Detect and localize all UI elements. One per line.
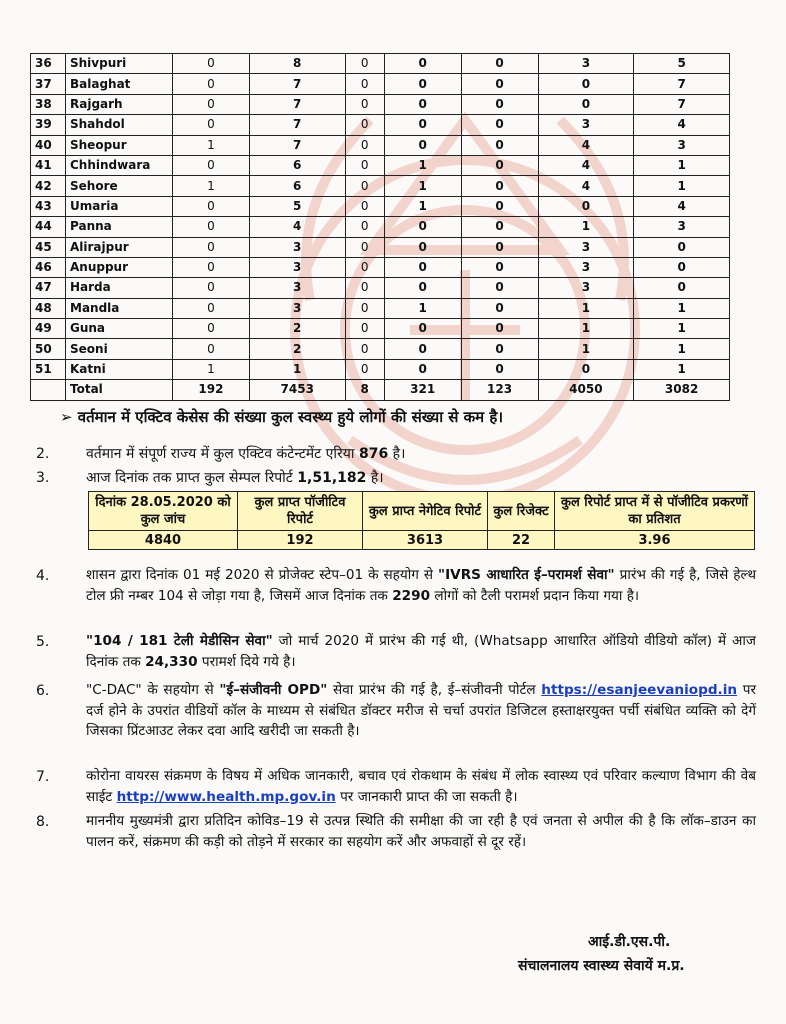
row-cell: 0 xyxy=(173,54,250,74)
row-cell: 0 xyxy=(538,359,634,379)
row-cell: 0 xyxy=(634,257,730,277)
row-cell: 4 xyxy=(249,217,345,237)
summary-header: कुल प्राप्त नेगेटिव रिपोर्ट xyxy=(363,492,488,531)
item-number: 2. xyxy=(36,446,50,462)
district-name: Anuppur xyxy=(66,257,173,277)
summary-header: कुल रिपोर्ट प्राप्त में से पॉजीटिव प्रकरणों का प्रतिशत xyxy=(555,492,755,531)
row-cell: 1 xyxy=(634,176,730,196)
row-cell: 0 xyxy=(538,74,634,94)
district-name: Harda xyxy=(66,278,173,298)
row-cell: 1 xyxy=(173,359,250,379)
row-cell: 1 xyxy=(634,298,730,318)
row-cell: 4 xyxy=(538,135,634,155)
row-cell: 0 xyxy=(461,94,538,114)
total-row xyxy=(31,380,730,400)
row-cell: 0 xyxy=(384,54,461,74)
total-cell: 192 xyxy=(173,380,250,400)
total-cell: 123 xyxy=(461,380,538,400)
row-cell: 3 xyxy=(249,257,345,277)
row-cell: 4 xyxy=(634,115,730,135)
row-serial: 50 xyxy=(31,339,66,359)
row-cell: 8 xyxy=(249,54,345,74)
row-cell: 3 xyxy=(249,298,345,318)
row-cell: 0 xyxy=(345,319,384,339)
summary-header: दिनांक 28.05.2020 को कुल जांच xyxy=(89,492,238,531)
row-cell: 0 xyxy=(384,135,461,155)
row-cell: 3 xyxy=(249,278,345,298)
row-cell: 0 xyxy=(345,359,384,379)
row-cell: 0 xyxy=(173,298,250,318)
row-cell: 1 xyxy=(634,359,730,379)
row-cell: 7 xyxy=(634,94,730,114)
district-name: Shivpuri xyxy=(66,54,173,74)
row-cell: 1 xyxy=(538,339,634,359)
item-number: 4. xyxy=(36,568,50,584)
item-3-post: है। xyxy=(366,470,384,486)
row-serial: 40 xyxy=(31,135,66,155)
row-serial: 38 xyxy=(31,94,66,114)
row-cell: 0 xyxy=(634,237,730,257)
total-cell: 8 xyxy=(345,380,384,400)
row-cell: 2 xyxy=(249,319,345,339)
esanjeevani-link[interactable]: https://esanjeevaniopd.in xyxy=(541,682,738,698)
row-serial: 44 xyxy=(31,217,66,237)
signature-line-2: संचालनालय स्वास्थ्य सेवायें म.प्र. xyxy=(518,958,685,974)
table-row xyxy=(31,319,730,339)
district-name: Rajgarh xyxy=(66,94,173,114)
row-cell: 3 xyxy=(538,257,634,277)
row-cell: 5 xyxy=(249,196,345,216)
row-cell: 3 xyxy=(538,237,634,257)
row-cell: 0 xyxy=(461,339,538,359)
row-cell: 7 xyxy=(249,94,345,114)
row-cell: 0 xyxy=(173,339,250,359)
row-cell: 0 xyxy=(384,319,461,339)
row-cell: 6 xyxy=(249,155,345,175)
row-cell: 0 xyxy=(345,54,384,74)
district-name: Sheopur xyxy=(66,135,173,155)
row-cell: 0 xyxy=(461,74,538,94)
item-number: 7. xyxy=(36,769,50,785)
row-cell: 0 xyxy=(345,135,384,155)
row-cell: 0 xyxy=(173,217,250,237)
row-cell: 0 xyxy=(345,196,384,216)
row-cell: 0 xyxy=(384,257,461,277)
row-cell: 7 xyxy=(249,135,345,155)
row-cell: 1 xyxy=(538,298,634,318)
row-cell: 0 xyxy=(345,217,384,237)
summary-value: 3613 xyxy=(363,531,488,550)
item-3-text xyxy=(86,468,384,489)
row-cell: 5 xyxy=(634,54,730,74)
item-number: 8. xyxy=(36,814,50,830)
row-cell: 1 xyxy=(634,319,730,339)
row-cell: 0 xyxy=(461,298,538,318)
table-row xyxy=(31,115,730,135)
row-cell: 7 xyxy=(249,115,345,135)
total-label: Total xyxy=(66,380,173,400)
row-cell: 7 xyxy=(249,74,345,94)
row-cell: 0 xyxy=(461,155,538,175)
row-cell: 0 xyxy=(345,257,384,277)
row-cell: 1 xyxy=(538,217,634,237)
row-cell: 0 xyxy=(461,319,538,339)
row-cell: 0 xyxy=(538,94,634,114)
total-cell: 7453 xyxy=(249,380,345,400)
district-name: Seoni xyxy=(66,339,173,359)
row-cell: 0 xyxy=(345,176,384,196)
row-cell: 4 xyxy=(538,155,634,175)
row-cell: 0 xyxy=(345,298,384,318)
table-row xyxy=(31,339,730,359)
row-cell: 1 xyxy=(384,155,461,175)
row-cell: 0 xyxy=(461,217,538,237)
row-cell: 1 xyxy=(173,135,250,155)
item-4-paragraph: शासन द्वारा दिनांक 01 मई 2020 से प्रोजेक्ट स्टेप–01 के सहयोग से "IVRS आधारित ई–परामर्श सेवा" प्रारंभ की गई है, जिसे हेल्थ टोल फ्री नम्बर 104 से जोड़ा गया है, जिसमें आज दिनांक तक 2290 लोगों को टैली परामर्श प्रदान किया गया है। xyxy=(86,567,757,604)
row-serial: 43 xyxy=(31,196,66,216)
row-cell: 4 xyxy=(538,176,634,196)
row-cell: 0 xyxy=(345,278,384,298)
summary-value: 22 xyxy=(488,531,555,550)
row-cell: 0 xyxy=(461,54,538,74)
row-cell: 0 xyxy=(345,74,384,94)
row-cell: 1 xyxy=(384,196,461,216)
summary-table xyxy=(88,491,755,550)
row-cell: 0 xyxy=(461,257,538,277)
row-cell: 1 xyxy=(634,339,730,359)
item-3-value: 1,51,182 xyxy=(297,470,367,486)
row-serial: 51 xyxy=(31,359,66,379)
row-cell: 0 xyxy=(345,237,384,257)
row-serial: 48 xyxy=(31,298,66,318)
table-row xyxy=(31,196,730,216)
district-name: Guna xyxy=(66,319,173,339)
item-number: 5. xyxy=(36,634,50,650)
row-cell: 0 xyxy=(461,196,538,216)
row-cell: 0 xyxy=(461,237,538,257)
health-mp-link[interactable]: http://www.health.mp.gov.in xyxy=(116,788,336,805)
row-cell: 4 xyxy=(634,196,730,216)
row-cell: 0 xyxy=(384,339,461,359)
district-name: Panna xyxy=(66,217,173,237)
table-row xyxy=(31,135,730,155)
row-cell: 0 xyxy=(384,217,461,237)
row-serial: 46 xyxy=(31,257,66,277)
district-name: Chhindwara xyxy=(66,155,173,175)
district-name: Umaria xyxy=(66,196,173,216)
row-cell: 6 xyxy=(249,176,345,196)
row-cell: 1 xyxy=(634,155,730,175)
total-cell: 3082 xyxy=(634,380,730,400)
row-cell: 0 xyxy=(345,115,384,135)
row-cell: 0 xyxy=(173,196,250,216)
row-cell: 0 xyxy=(384,359,461,379)
table-row xyxy=(31,155,730,175)
row-cell: 0 xyxy=(384,237,461,257)
row-cell: 0 xyxy=(384,94,461,114)
row-cell: 0 xyxy=(461,135,538,155)
table-row xyxy=(31,298,730,318)
row-serial: 45 xyxy=(31,237,66,257)
row-cell: 0 xyxy=(345,94,384,114)
item-5-paragraph: "104 / 181 टेली मेडीसिन सेवा" जो मार्च 2020 में प्रारंभ की गई थी, (Whatsapp आधारित ऑडियो वीडियो कॉल) में आज दिनांक तक 24,330 परामर्श दिये गये है। xyxy=(86,633,756,670)
summary-value: 4840 xyxy=(89,531,238,550)
row-cell: 1 xyxy=(538,319,634,339)
row-cell: 0 xyxy=(461,359,538,379)
row-cell: 0 xyxy=(173,74,250,94)
item-number: 3. xyxy=(36,470,50,486)
row-cell: 0 xyxy=(384,278,461,298)
row-cell: 7 xyxy=(634,74,730,94)
item-6-paragraph: "C-DAC" के सहयोग से "ई–संजीवनी OPD" सेवा प्रारंभ की गई है, ई–संजीवनी पोर्टल https://esanjeevaniopd.in पर दर्ज होने के उपरांत वीडियों कॉल के माध्यम से संबंधित डॉक्टर मरीज से चर्चा उपरांत डिजिटल हस्ताक्षरयुक्त पर्ची संबंधित व्यक्ति को देगें जिसका प्रिंटआउट लेकर दवा आदि खरीदी जा सकती है। xyxy=(86,682,756,739)
item-2-value: 876 xyxy=(358,446,389,462)
row-cell: 3 xyxy=(538,115,634,135)
summary-value: 192 xyxy=(238,531,363,550)
row-cell: 3 xyxy=(634,217,730,237)
table-row xyxy=(31,176,730,196)
signature-line-1: आई.डी.एस.पी. xyxy=(588,934,671,950)
district-name: Shahdol xyxy=(66,115,173,135)
item-7-paragraph: कोरोना वायरस संक्रमण के विषय में अधिक जानकारी, बचाव एवं रोकथाम के संबंध में लोक स्वास्थ्य एवं परिवार कल्याण विभाग की वेब साईट http://www.health.mp.gov.in पर जानकारी प्राप्त की जा सकती है। xyxy=(86,768,756,805)
row-cell: 0 xyxy=(345,155,384,175)
row-cell: 1 xyxy=(173,176,250,196)
table-row xyxy=(31,359,730,379)
summary-header-row xyxy=(89,492,755,531)
row-serial: 47 xyxy=(31,278,66,298)
row-serial: 37 xyxy=(31,74,66,94)
row-cell: 0 xyxy=(384,115,461,135)
summary-value-row xyxy=(89,531,755,550)
row-serial: 36 xyxy=(31,54,66,74)
summary-value: 3.96 xyxy=(555,531,755,550)
row-cell: 0 xyxy=(173,155,250,175)
table-row xyxy=(31,257,730,277)
table-row xyxy=(31,74,730,94)
row-cell: 0 xyxy=(173,257,250,277)
row-cell: 0 xyxy=(173,319,250,339)
row-cell: 1 xyxy=(249,359,345,379)
table-row xyxy=(31,237,730,257)
table-row xyxy=(31,278,730,298)
highlight-note: ➢ वर्तमान में एक्टिव केसेस की संख्या कुल स्वस्थ्य हुये लोगों की संख्या से कम है। xyxy=(60,408,504,426)
total-cell: 4050 xyxy=(538,380,634,400)
row-serial: 41 xyxy=(31,155,66,175)
row-cell: 0 xyxy=(634,278,730,298)
item-number: 6. xyxy=(36,683,50,699)
row-cell: 3 xyxy=(538,54,634,74)
district-name: Alirajpur xyxy=(66,237,173,257)
summary-header: कुल रिजेक्ट xyxy=(488,492,555,531)
row-cell: 3 xyxy=(634,135,730,155)
district-name: Balaghat xyxy=(66,74,173,94)
row-cell: 1 xyxy=(384,176,461,196)
row-cell: 0 xyxy=(173,237,250,257)
row-cell: 0 xyxy=(345,339,384,359)
row-cell: 0 xyxy=(461,115,538,135)
item-8-paragraph: माननीय मुख्यमंत्री द्वारा प्रतिदिन कोविड–19 से उत्पन्न स्थिति की समीक्षा की जा रही है एवं जनता से अपील की है कि लॉक–डाउन का पालन करें, संक्रमण की कड़ी को तोड़ने में सरकार का सहयोग करें और अफवाहों से दूर रहें। xyxy=(86,813,756,850)
table-row xyxy=(31,217,730,237)
row-cell: 0 xyxy=(173,94,250,114)
row-cell: 0 xyxy=(461,278,538,298)
district-name: Mandla xyxy=(66,298,173,318)
table-row xyxy=(31,54,730,74)
table-row xyxy=(31,94,730,114)
district-name: Katni xyxy=(66,359,173,379)
row-cell: 0 xyxy=(173,115,250,135)
item-3-pre: आज दिनांक तक प्राप्त कुल सेम्पल रिपोर्ट xyxy=(86,470,298,486)
row-serial: 42 xyxy=(31,176,66,196)
item-2-text xyxy=(86,444,405,465)
row-cell: 0 xyxy=(538,196,634,216)
row-cell: 0 xyxy=(384,74,461,94)
row-cell: 3 xyxy=(249,237,345,257)
row-cell: 0 xyxy=(461,176,538,196)
row-serial: 39 xyxy=(31,115,66,135)
row-cell: 1 xyxy=(384,298,461,318)
item-2-post: है। xyxy=(388,446,406,462)
item-2-pre: वर्तमान में संपूर्ण राज्य में कुल एक्टिव कंटेन्टमेंट एरिया xyxy=(86,446,359,462)
district-name: Sehore xyxy=(66,176,173,196)
district-table xyxy=(30,53,730,401)
row-serial: 49 xyxy=(31,319,66,339)
row-cell: 3 xyxy=(538,278,634,298)
summary-header: कुल प्राप्त पॉजीटिव रिपोर्ट xyxy=(238,492,363,531)
row-cell: 0 xyxy=(173,278,250,298)
row-cell: 2 xyxy=(249,339,345,359)
total-cell: 321 xyxy=(384,380,461,400)
